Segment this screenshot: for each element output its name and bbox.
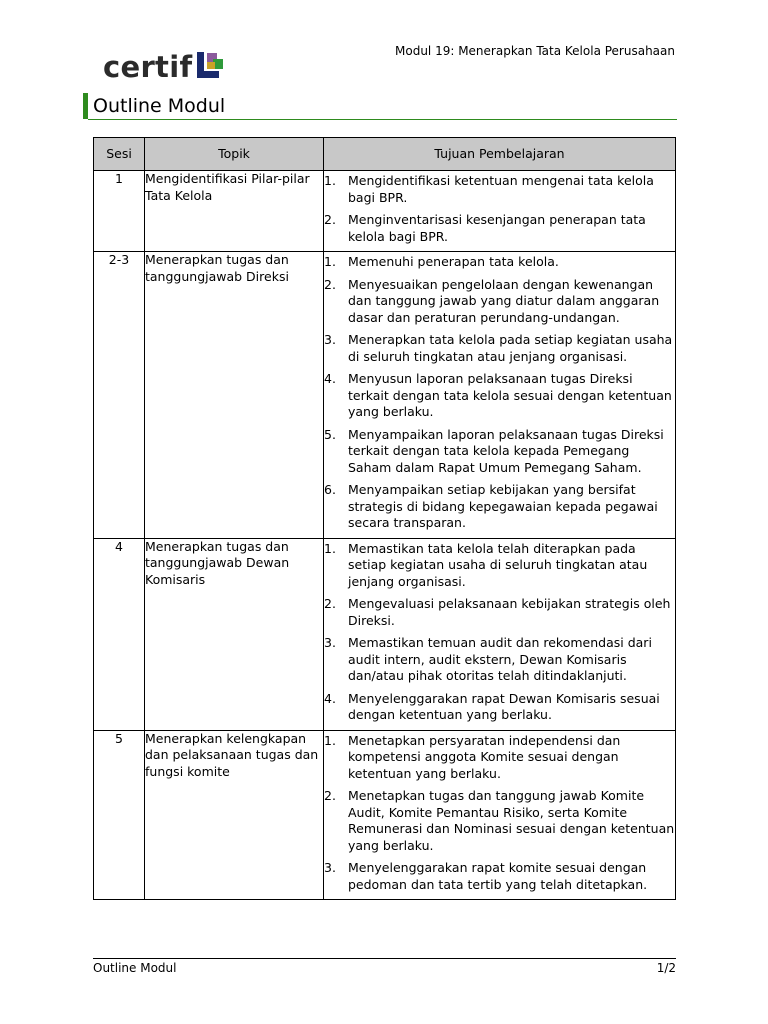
table-row bbox=[94, 730, 676, 900]
sesi-cell: 2-3 bbox=[94, 252, 145, 539]
goal-text: Menetapkan tugas dan tanggung jawab Komite Audit, Komite Pemantau Risiko, serta Komite Remunerasi dan Nominasi sesuai dengan ketentuan yang berlaku. bbox=[348, 788, 675, 853]
header-topik: Topik bbox=[145, 138, 324, 171]
tujuan-cell bbox=[324, 538, 676, 730]
table-row bbox=[94, 538, 676, 730]
goal-text: Mengevaluasi pelaksanaan kebijakan strategis oleh Direksi. bbox=[348, 596, 671, 628]
goal-item bbox=[324, 788, 675, 854]
section-divider bbox=[88, 119, 677, 120]
goal-item bbox=[324, 254, 675, 271]
goal-item bbox=[324, 860, 675, 893]
sesi-cell: 1 bbox=[94, 171, 145, 252]
topik-cell: Mengidentifikasi Pilar-pilar Tata Kelola bbox=[145, 171, 324, 252]
goal-number: 3. bbox=[324, 332, 336, 347]
logo-mark-icon bbox=[197, 50, 227, 80]
footer-title: Outline Modul bbox=[93, 961, 177, 975]
goal-item bbox=[324, 173, 675, 206]
goal-list bbox=[324, 733, 675, 894]
goal-text: Menerapkan tata kelola pada setiap kegiatan usaha di seluruh tingkatan atau jenjang organisasi. bbox=[348, 332, 673, 364]
sesi-cell: 4 bbox=[94, 538, 145, 730]
goal-number: 1. bbox=[324, 173, 336, 188]
goal-text: Menyampaikan laporan pelaksanaan tugas Direksi terkait dengan tata kelola kepada Pemegang Saham dalam Rapat Umum Pemegang Saham. bbox=[348, 426, 664, 475]
goal-list bbox=[324, 173, 675, 245]
goal-number: 1. bbox=[324, 254, 336, 269]
goal-item bbox=[324, 212, 675, 245]
goal-number: 4. bbox=[324, 371, 336, 386]
goal-list bbox=[324, 541, 675, 724]
goal-number: 5. bbox=[324, 426, 336, 442]
goal-item bbox=[324, 332, 675, 365]
goal-list bbox=[324, 254, 675, 532]
goal-item bbox=[324, 482, 675, 532]
goal-item bbox=[324, 635, 675, 685]
topik-cell: Menerapkan tugas dan tanggungjawab Direksi bbox=[145, 252, 324, 539]
goal-number: 1. bbox=[324, 540, 336, 556]
outline-table bbox=[93, 137, 676, 900]
goal-number: 3. bbox=[324, 860, 336, 875]
table-header-row bbox=[94, 138, 676, 171]
goal-text: Menyampaikan setiap kebijakan yang bersifat strategis di bidang kepegawaian kepada pegawai secara transparan. bbox=[348, 482, 658, 530]
goal-text: Mengidentifikasi ketentuan mengenai tata kelola bagi BPR. bbox=[348, 173, 654, 205]
goal-number: 2. bbox=[324, 788, 336, 803]
goal-text: Menetapkan persyaratan independensi dan kompetensi anggota Komite sesuai dengan ketentuan yang berlaku. bbox=[348, 732, 621, 781]
section-title: Outline Modul bbox=[93, 95, 226, 117]
goal-number: 1. bbox=[324, 732, 336, 748]
goal-number: 2. bbox=[324, 276, 336, 292]
table-row bbox=[94, 171, 676, 252]
goal-text: Menyesuaikan pengelolaan dengan kewenangan dan tanggung jawab yang diatur dalam anggaran dasar dan peraturan perundang-undangan. bbox=[348, 276, 660, 325]
goal-text: Menyelenggarakan rapat Dewan Komisaris sesuai dengan ketentuan yang berlaku. bbox=[348, 690, 660, 722]
tujuan-cell bbox=[324, 171, 676, 252]
goal-text: Menyelenggarakan rapat komite sesuai dengan pedoman dan tata tertib yang telah ditetapkan. bbox=[348, 860, 648, 892]
goal-item bbox=[324, 371, 675, 421]
goal-number: 6. bbox=[324, 482, 336, 497]
sesi-cell: 5 bbox=[94, 730, 145, 900]
module-header-title: Modul 19: Menerapkan Tata Kelola Perusahaan bbox=[395, 44, 675, 58]
section-accent-bar bbox=[83, 93, 88, 119]
header-sesi: Sesi bbox=[94, 138, 145, 171]
goal-text: Menginventarisasi kesenjangan penerapan tata kelola bagi BPR. bbox=[348, 212, 646, 244]
certif-logo bbox=[103, 44, 227, 84]
goal-number: 4. bbox=[324, 690, 336, 706]
goal-item bbox=[324, 277, 675, 327]
goal-number: 2. bbox=[324, 596, 336, 611]
goal-text: Menyusun laporan pelaksanaan tugas Direksi terkait dengan tata kelola sesuai dengan ketentuan yang berlaku. bbox=[348, 371, 672, 419]
logo-text: certif bbox=[103, 50, 193, 84]
goal-text: Memastikan tata kelola telah diterapkan pada setiap kegiatan usaha di seluruh tingkatan atau jenjang organisasi. bbox=[348, 540, 648, 589]
goal-item bbox=[324, 596, 675, 629]
goal-number: 3. bbox=[324, 635, 336, 650]
page-number: 1/2 bbox=[656, 961, 676, 975]
goal-item bbox=[324, 733, 675, 783]
header-tujuan: Tujuan Pembelajaran bbox=[324, 138, 676, 171]
topik-cell: Menerapkan tugas dan tanggungjawab Dewan Komisaris bbox=[145, 538, 324, 730]
goal-text: Memastikan temuan audit dan rekomendasi dari audit intern, audit ekstern, Dewan Komisaris dan/atau pihak otoritas telah ditindaklanjuti. bbox=[348, 635, 652, 683]
goal-item bbox=[324, 541, 675, 591]
goal-item bbox=[324, 691, 675, 724]
tujuan-cell bbox=[324, 252, 676, 539]
tujuan-cell bbox=[324, 730, 676, 900]
footer-divider bbox=[93, 958, 676, 959]
goal-text: Memenuhi penerapan tata kelola. bbox=[348, 254, 559, 269]
topik-cell: Menerapkan kelengkapan dan pelaksanaan tugas dan fungsi komite bbox=[145, 730, 324, 900]
goal-number: 2. bbox=[324, 212, 336, 227]
goal-item bbox=[324, 427, 675, 477]
table-row bbox=[94, 252, 676, 539]
